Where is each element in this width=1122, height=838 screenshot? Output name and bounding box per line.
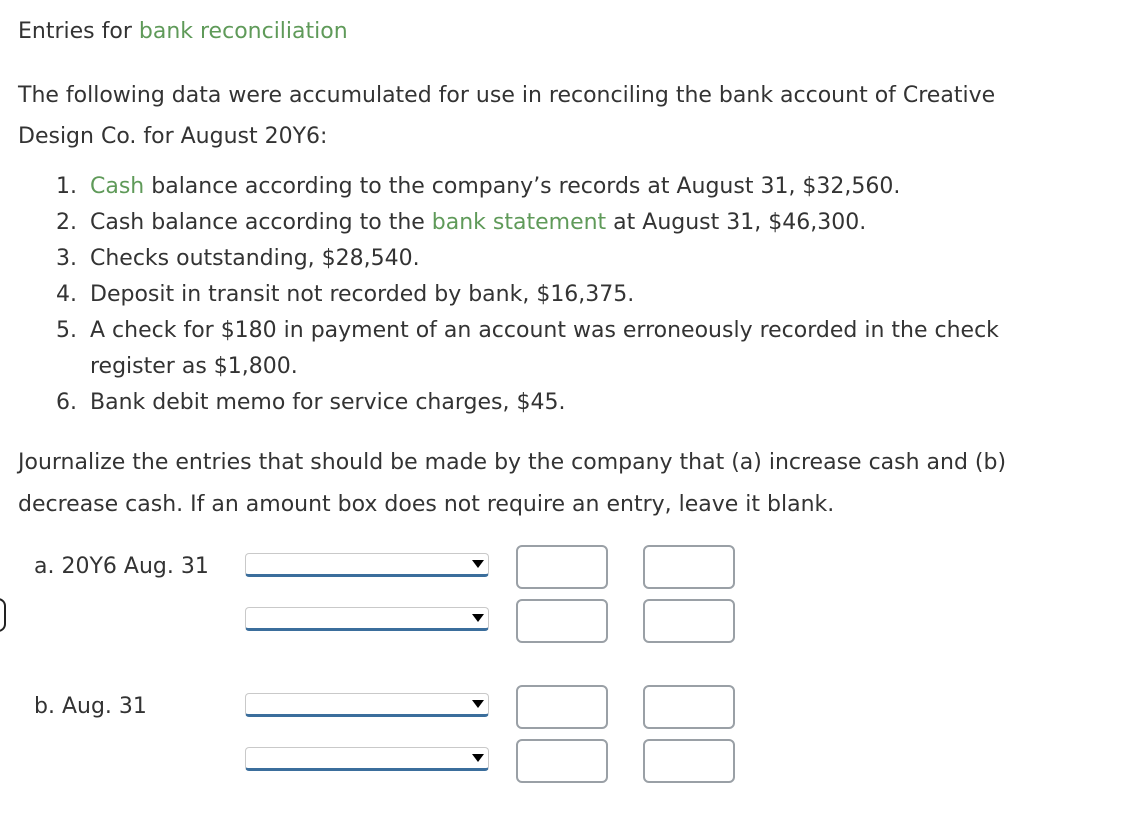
item-number: 4.	[56, 282, 77, 307]
item-number: 2.	[56, 210, 77, 235]
list-item	[56, 387, 565, 419]
item-number: 5.	[56, 318, 77, 343]
edge-handle	[0, 598, 6, 632]
entry-b-debit-input-1[interactable]	[516, 685, 608, 729]
bank-statement-link[interactable]: bank statement	[431, 210, 607, 235]
entry-b-account-select-1[interactable]	[245, 693, 489, 717]
item-text: at August 31, $46,300.	[606, 210, 867, 235]
list-item	[56, 315, 999, 347]
entry-b-debit-input-2[interactable]	[516, 739, 608, 783]
instructions-line-1: Journalize the entries that should be made by the company that (a) increase cash and (b)	[18, 450, 1007, 475]
item-text: Deposit in transit not recorded by bank, $16,375.	[90, 282, 635, 307]
title-prefix: Entries for	[18, 19, 139, 44]
chevron-down-icon	[472, 560, 484, 568]
item-text: balance according to the company’s records at August 31, $32,560.	[144, 174, 901, 199]
instructions-line-2: decrease cash. If an amount box does not require an entry, leave it blank.	[18, 492, 835, 517]
chevron-down-icon	[472, 700, 484, 708]
item-text: A check for $180 in payment of an account was erroneously recorded in the check	[90, 318, 999, 343]
entry-a-label: a. 20Y6 Aug. 31	[34, 554, 209, 579]
entry-b-account-select-2[interactable]	[245, 747, 489, 771]
entry-a-debit-input-1[interactable]	[516, 545, 608, 589]
list-item	[56, 243, 420, 275]
item-text: Cash balance according to the	[90, 210, 432, 235]
entry-a-credit-input-2[interactable]	[643, 599, 735, 643]
list-item	[56, 171, 900, 203]
chevron-down-icon	[472, 614, 484, 622]
item-number: 3.	[56, 246, 77, 271]
page-title	[18, 16, 348, 48]
entry-b-credit-input-2[interactable]	[643, 739, 735, 783]
entry-b-label: b. Aug. 31	[34, 694, 147, 719]
item-text-continued: register as $1,800.	[90, 354, 298, 379]
chevron-down-icon	[472, 754, 484, 762]
entry-a-credit-input-1[interactable]	[643, 545, 735, 589]
list-item	[56, 207, 866, 239]
bank-reconciliation-link[interactable]: bank reconciliation	[138, 19, 348, 44]
intro-line-1: The following data were accumulated for use in reconciling the bank account of Creative	[18, 83, 996, 108]
item-number: 1.	[56, 174, 77, 199]
item-text: Checks outstanding, $28,540.	[90, 246, 420, 271]
intro-line-2: Design Co. for August 20Y6:	[18, 124, 328, 149]
item-text: Bank debit memo for service charges, $45.	[90, 390, 566, 415]
item-number: 6.	[56, 390, 77, 415]
entry-a-account-select-1[interactable]	[245, 553, 489, 577]
entry-a-debit-input-2[interactable]	[516, 599, 608, 643]
entry-b-credit-input-1[interactable]	[643, 685, 735, 729]
entry-a-account-select-2[interactable]	[245, 607, 489, 631]
cash-link[interactable]: Cash	[90, 174, 145, 199]
list-item	[56, 279, 634, 311]
